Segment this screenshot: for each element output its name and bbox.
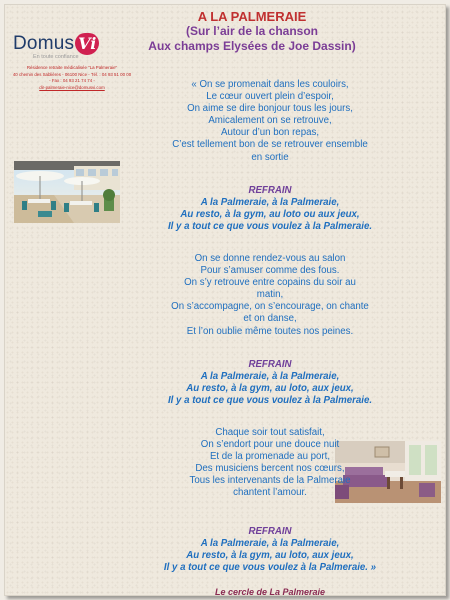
refrain-line: Au resto, à la gym, au loto ou aux jeux,	[180, 209, 360, 221]
verse-line: Chaque soir tout satisfait,	[215, 427, 325, 438]
contact-email-link[interactable]: dir-palmeraie-nice@domusvi.com	[39, 84, 105, 90]
verse-1	[105, 79, 435, 164]
verse-line: Des musiciens bercent nos cœurs,	[195, 463, 345, 475]
refrain-1	[105, 185, 435, 233]
verse-line: et on danse,	[243, 313, 297, 325]
verse-3	[105, 427, 435, 500]
song-subtitle-line: Aux champs Elysées de Joe Dassin)	[148, 39, 356, 53]
verse-line: Et de la promenade au port,	[209, 451, 331, 463]
refrain-label: REFRAIN	[248, 185, 292, 196]
refrain-line: Au resto, à la gym, au loto, aux jeux,	[186, 383, 354, 395]
song-title: A LA PALMERAIE	[197, 9, 307, 24]
document-page	[4, 4, 446, 596]
refrain-line: A la Palmeraie, à la Palmeraie,	[200, 197, 340, 209]
refrain-line: Il y a tout ce que vous voulez à la Palmeraie.	[167, 395, 373, 407]
verse-line: matin,	[256, 289, 284, 301]
contact-line: 40 chemin des Sablières - 06100 Nice - Tél. : 04 93 51 00 00	[12, 71, 132, 77]
refrain-label: REFRAIN	[248, 526, 292, 537]
refrain-line: A la Palmeraie, à la Palmeraie,	[200, 538, 340, 550]
refrain-line: Il y a tout ce que vous voulez à la Palmeraie. »	[163, 562, 377, 574]
verse-line: On s’accompagne, on s’encourage, on chante	[171, 301, 369, 313]
logo-wordmark	[13, 33, 123, 55]
verse-2	[105, 253, 435, 338]
verse-line: Pour s’amuser comme des fous.	[200, 265, 340, 277]
domusvi-logo	[13, 33, 123, 60]
song-heading	[117, 9, 387, 54]
logo-brand-text: Domus	[13, 33, 75, 54]
verse-line: Et l’on oublie même toutes nos peines.	[186, 325, 354, 337]
verse-line: Tous les intervenants de la Palmeraie	[189, 475, 351, 487]
verse-line: On s’y retrouve entre copains du soir au	[184, 277, 356, 289]
refrain-line: Il y a tout ce que vous voulez à la Palmeraie.	[167, 221, 373, 233]
verse-line: en sortie	[251, 151, 289, 163]
logo-heart-icon: Vi	[75, 33, 99, 55]
verse-line: On se donne rendez-vous au salon	[194, 253, 346, 264]
refrain-label: REFRAIN	[248, 359, 292, 370]
verse-line: On s’endort pour une douce nuit	[200, 439, 340, 451]
verse-line: Autour d’un bon repas,	[220, 127, 320, 139]
verse-line: « On se promenait dans les couloirs,	[191, 79, 349, 90]
logo-tagline: En toute confiance	[33, 54, 79, 60]
verse-line: Amicalement on se retrouve,	[208, 115, 332, 127]
song-subtitle-line: (Sur l’air de la chanson	[185, 24, 319, 38]
verse-line: C’est tellement bon de se retrouver ensemble	[172, 139, 368, 151]
refrain-line: A la Palmeraie, à la Palmeraie,	[200, 371, 340, 383]
contact-line: - Fax : 04 93 21 74 74 -	[49, 78, 95, 83]
verse-line: On aime se dire bonjour tous les jours,	[187, 103, 353, 115]
signature: Le cercle de La Palmeraie	[214, 587, 326, 597]
refrain-line: Au resto, à la gym, au loto, aux jeux,	[186, 550, 354, 562]
verse-line: Le cœur ouvert plein d’espoir,	[206, 91, 334, 103]
refrain-3	[105, 526, 435, 574]
verse-line: chantent l’amour.	[233, 487, 307, 499]
refrain-2	[105, 359, 435, 407]
contact-line: Résidence retraite médicalisée "La Palmeraie"	[26, 65, 118, 70]
